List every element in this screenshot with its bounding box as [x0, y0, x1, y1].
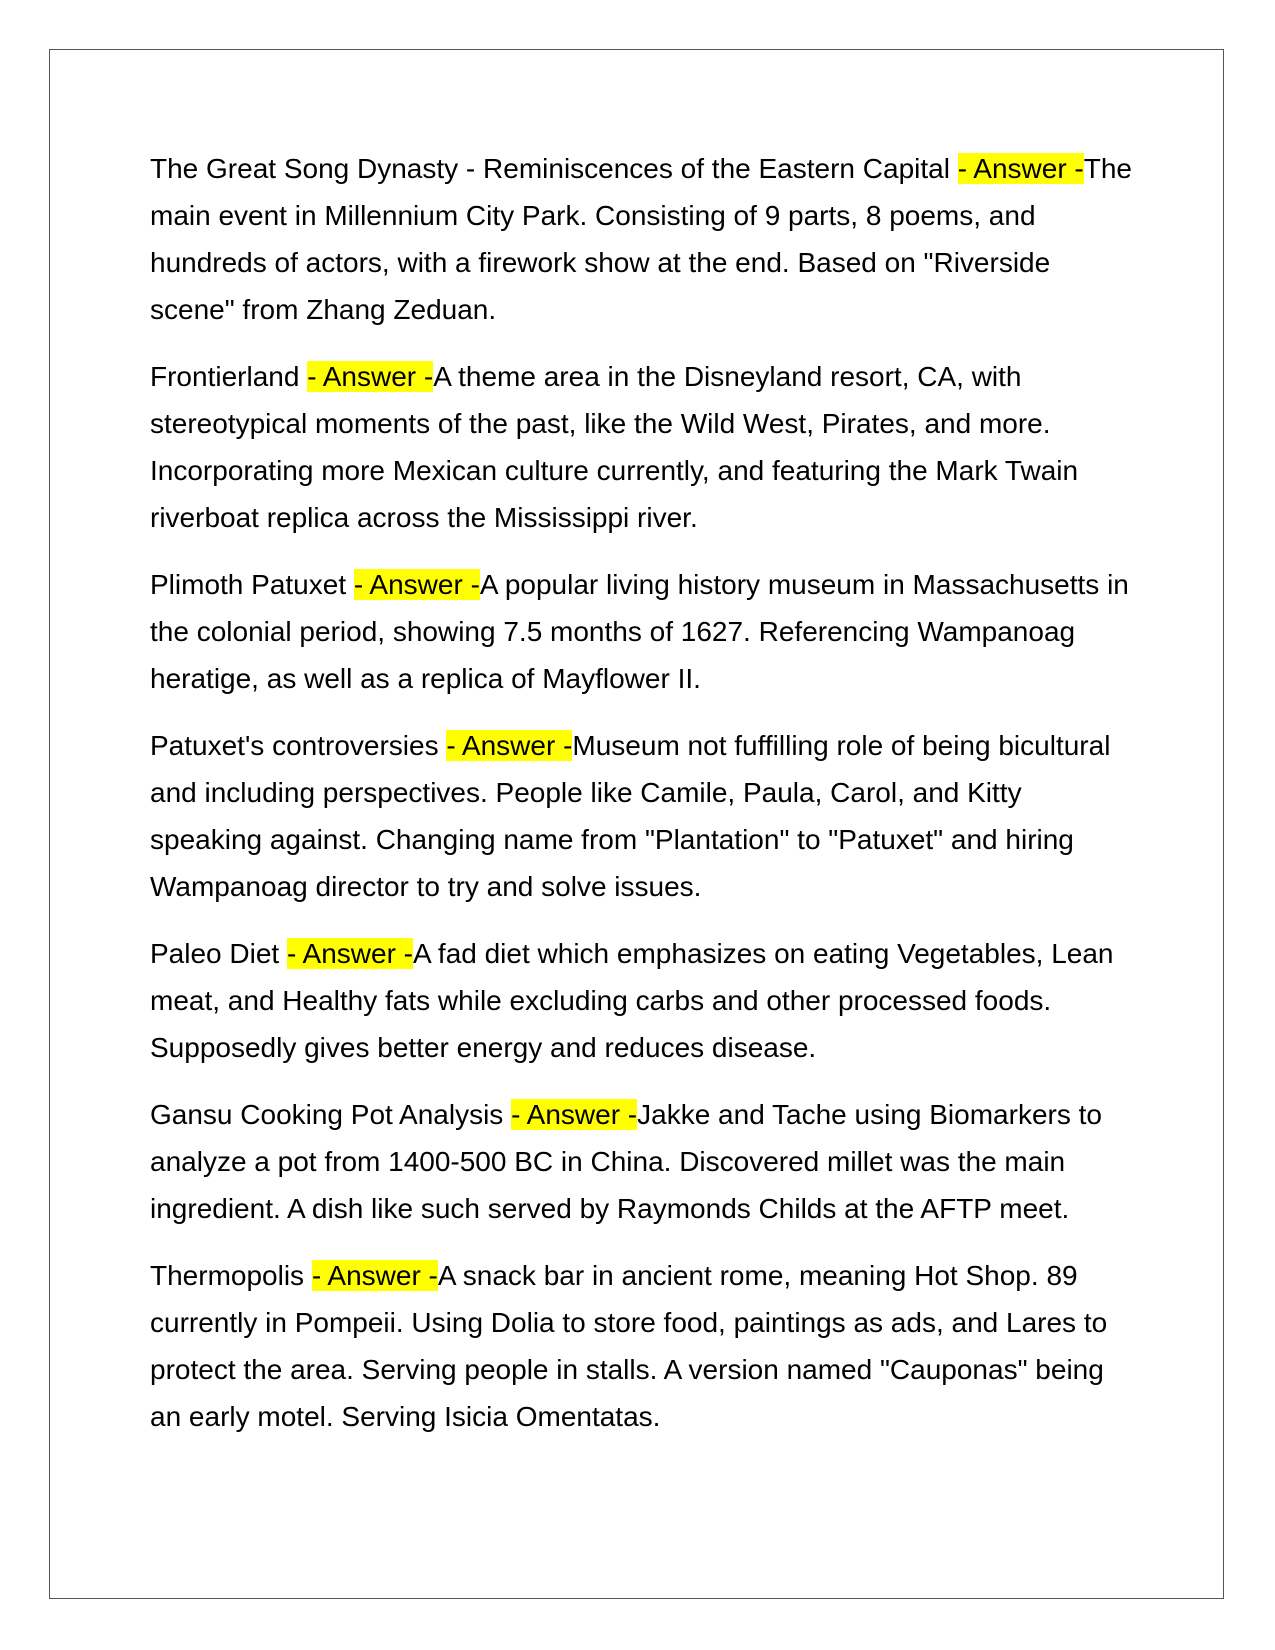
entry [150, 722, 1135, 910]
entry [150, 1091, 1135, 1232]
entry-term: Patuxet's controversies [150, 730, 447, 761]
entry-term: The Great Song Dynasty - Reminiscences of the Eastern Capital [150, 153, 958, 184]
entry-definition: A snack bar in ancient rome, meaning Hot Shop. 89 currently in Pompeii. Using Dolia to store food, paintings as ads, and Lares to protect the area. Serving people in stalls. A version named "Cauponas" being an early motel. Serving Isicia Omentatas. [150, 1260, 1108, 1432]
answer-marker: - Answer - [307, 361, 434, 392]
entry [150, 1252, 1135, 1440]
entry-term: Gansu Cooking Pot Analysis [150, 1099, 512, 1130]
entry-term: Plimoth Patuxet [150, 569, 354, 600]
entry-definition: A popular living history museum in Massachusetts in the colonial period, showing 7.5 months of 1627. Referencing Wampanoag heratige, as well as a replica of Mayflower II. [150, 569, 1129, 694]
entry-definition: Museum not fuffilling role of being bicultural and including perspectives. People like Camile, Paula, Carol, and Kitty speaking against. Changing name from "Plantation" to "Patuxet" and hiring Wampanoag director to try and solve issues. [150, 730, 1111, 902]
answer-marker: - Answer - [511, 1099, 638, 1130]
entry-definition: A theme area in the Disneyland resort, CA, with stereotypical moments of the past, like the Wild West, Pirates, and more. Incorporating more Mexican culture currently, and featuring the Mark Twain riverboat replica across the Mississippi river. [150, 361, 1079, 533]
answer-marker: - Answer - [353, 569, 480, 600]
answer-marker: - Answer - [957, 153, 1084, 184]
entry-term: Paleo Diet [150, 938, 287, 969]
document-body [150, 145, 1135, 1460]
answer-marker: - Answer - [446, 730, 573, 761]
entry [150, 353, 1135, 541]
answer-marker: - Answer - [286, 938, 413, 969]
entry [150, 930, 1135, 1071]
entry-term: Thermopolis [150, 1260, 312, 1291]
answer-marker: - Answer - [311, 1260, 438, 1291]
entry-definition: Jakke and Tache using Biomarkers to analyze a pot from 1400-500 BC in China. Discovered millet was the main ingredient. A dish like such served by Raymonds Childs at the AFTP meet. [150, 1099, 1102, 1224]
entry-definition: A fad diet which emphasizes on eating Vegetables, Lean meat, and Healthy fats while excluding carbs and other processed foods. Supposedly gives better energy and reduces disease. [150, 938, 1114, 1063]
entry-term: Frontierland [150, 361, 308, 392]
entry [150, 561, 1135, 702]
entry-definition: The main event in Millennium City Park. Consisting of 9 parts, 8 poems, and hundreds of actors, with a firework show at the end. Based on "Riverside scene" from Zhang Zeduan. [150, 153, 1132, 325]
entry [150, 145, 1135, 333]
